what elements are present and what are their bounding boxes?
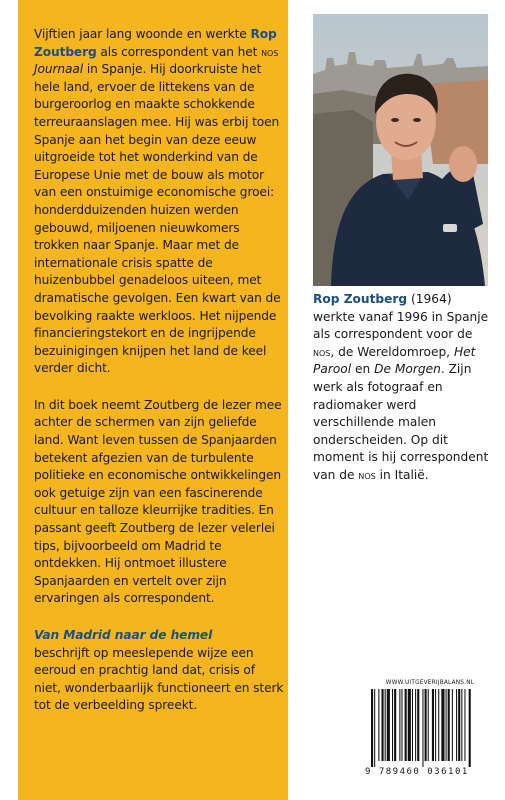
back-cover-blurb	[34, 26, 284, 715]
author-bio	[313, 291, 493, 485]
barcode-bar	[408, 689, 411, 761]
author-bio-text: Rop Zoutberg (1964) werkte vanaf 1996 in Spanje als correspondent voor de nos, de Wereldomroep, Het Parool en De Morgen. Zijn werk als fotograaf en radiomaker werd verschillende malen onderscheiden. Op dit moment is hij correspondent van de nos in Italië.	[313, 292, 489, 482]
barcode-bar	[417, 689, 419, 761]
barcode-bar	[464, 689, 465, 761]
barcode-bar	[392, 689, 393, 761]
barcode-bar	[452, 689, 453, 761]
blurb-paragraph-3: beschrijft op meeslepende wijze een eeroud en prachtig land dat, crisis of niet, wonderbaarlijk functioneert en sterk tot de verbeelding spreekt.	[34, 645, 284, 713]
author-photo	[313, 14, 488, 286]
barcode-bar	[394, 689, 396, 761]
barcode-bar	[469, 689, 471, 767]
barcode-bar	[378, 689, 379, 761]
barcode-bar	[371, 689, 373, 767]
barcode-bar	[456, 689, 457, 761]
barcode-bar	[382, 689, 384, 761]
barcode-bar	[446, 689, 447, 761]
barcode-bar	[412, 689, 413, 761]
isbn-number: 9 789460 036101	[365, 767, 469, 777]
barcode-bar	[461, 689, 462, 761]
barcode-bar	[385, 689, 386, 761]
blurb-paragraph-2: In dit boek neemt Zoutberg de lezer mee achter de schermen van zijn geliefde land. Want leven tussen de Spanjaarden betekent afgezien van de turbulente politieke en economische ontwikkelingen ook getuige zijn van een fascinerende cultuur en talloze kleurrijke tradities. En passant geeft Zoutberg de lezer velerlei tips, bijvoorbeeld om Madrid te ontdekken. Hij ontmoet illustere Spanjaarden en vertelt over zijn ervaringen als correspondent.	[34, 397, 282, 606]
barcode-bar	[435, 689, 436, 761]
isbn-barcode	[365, 680, 495, 790]
author-name: Rop Zoutberg	[34, 27, 277, 59]
author-photo-image	[313, 14, 488, 286]
barcode-bar	[458, 689, 460, 761]
barcode-bar	[432, 689, 434, 761]
barcode-bar	[387, 689, 390, 761]
blurb-paragraph-1: Vijftien jaar lang woonde en werkte Rop Zoutberg als correspondent van het nos Journaal in Spanje. Hij doorkruiste het hele land, ervoer de littekens van de burgeroorlog en maakte schokkende terreuraanslagen mee. Hij was erbij toen Spanje aan het begin van deze eeuw uitgroeide tot het wonderkind van de Europese Unie met de bouw als motor van een onstuimige economische groei: honderdduizenden huizen werden gebouwd, miljoenen nieuwkomers trokken naar Spanje. Maar met de internationale crisis spatte de huizenbubbel genadeloos uiteen, met dramatische gevolgen. Een kwart van de bevolking raakte werkloos. Het nijpende financieringstekort en de ingrijpende bezuinigingen knijpen het land de keel verder dicht.	[34, 27, 281, 376]
barcode-bar	[438, 689, 439, 761]
publisher-website: WWW.UITGEVERIJBALANS.NL	[385, 680, 475, 686]
barcode-bar	[399, 689, 400, 761]
barcode-bar	[428, 689, 429, 761]
barcode-bar	[422, 689, 423, 767]
barcode-bars	[365, 689, 495, 767]
book-title: Van Madrid naar de hemel	[34, 628, 213, 642]
bio-author-name: Rop Zoutberg	[313, 292, 408, 306]
barcode-bar	[441, 689, 444, 761]
barcode-bar	[405, 689, 407, 761]
barcode-bar	[401, 689, 402, 761]
barcode-bar	[415, 689, 416, 761]
barcode-bar	[448, 689, 450, 761]
barcode-bar	[374, 689, 375, 767]
barcode-bar	[425, 689, 427, 761]
